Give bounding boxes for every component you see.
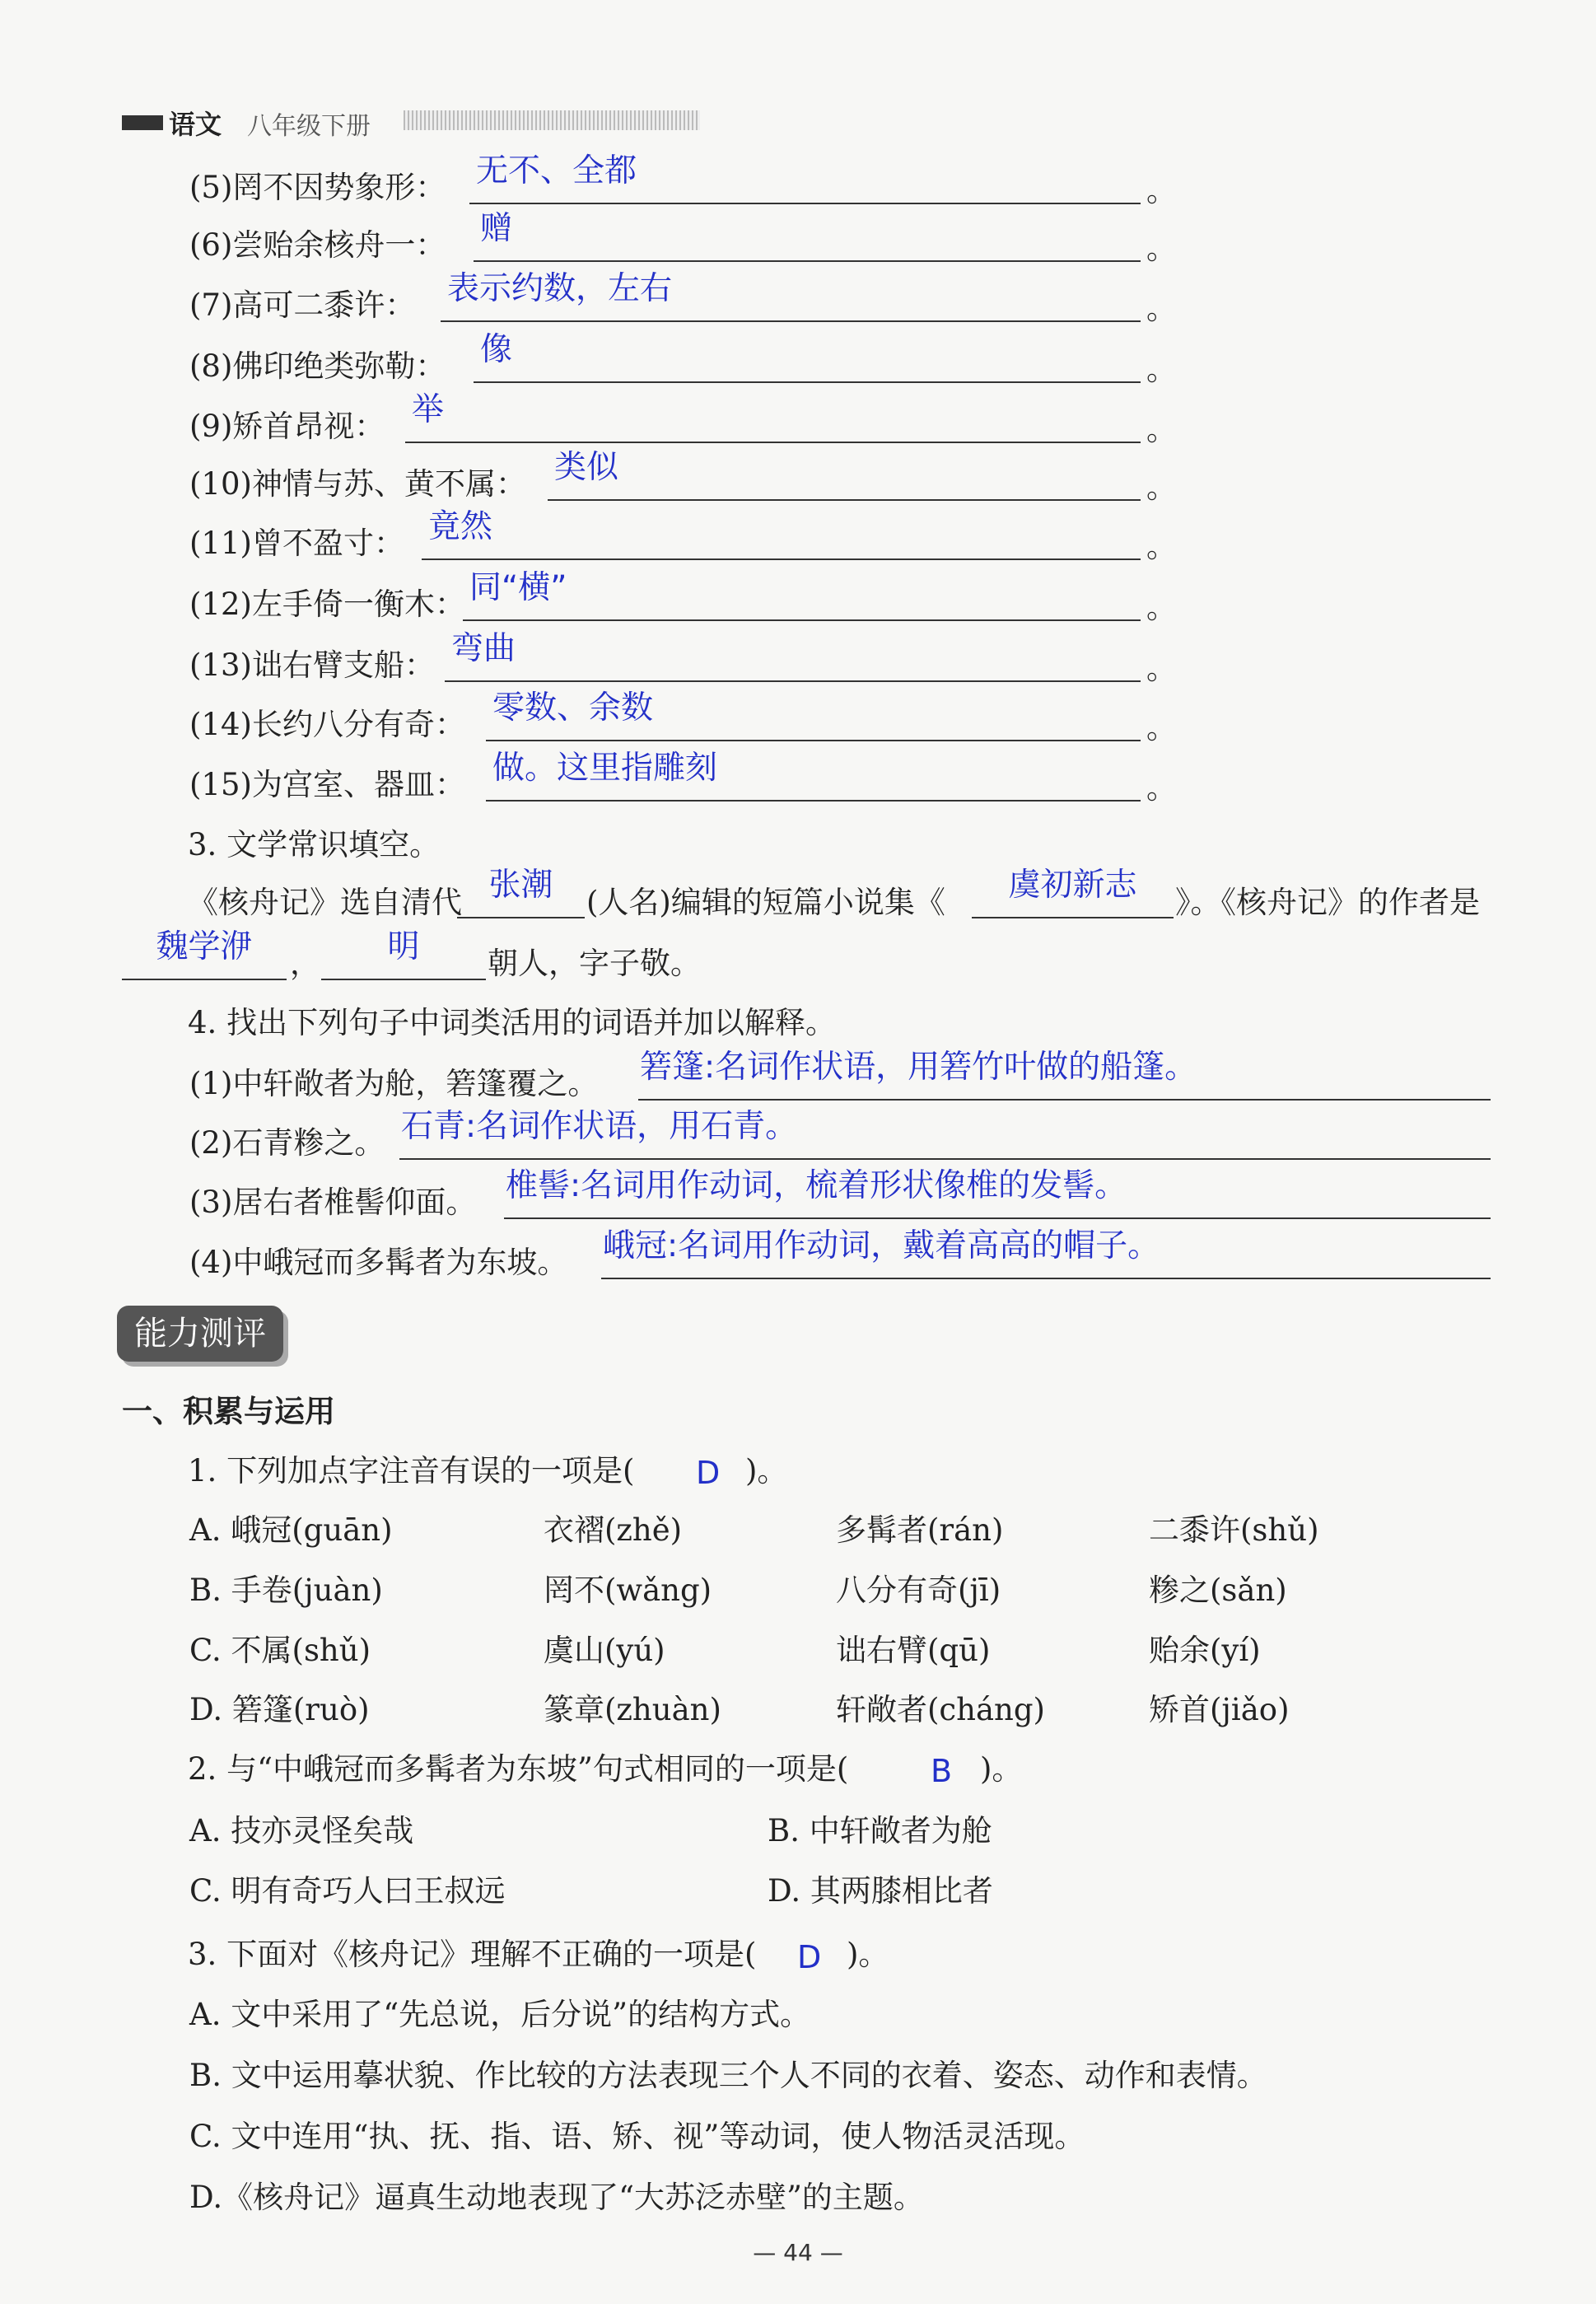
mc1-option-label[interactable]: A. 峨冠(guān) bbox=[189, 1512, 393, 1548]
q3-text-2: (人名)编辑的短篇小说集《 bbox=[586, 885, 945, 920]
mc2-option-c[interactable]: C. 明有奇巧人曰王叔远 bbox=[189, 1873, 506, 1909]
q2-item-end-mark: 。 bbox=[1146, 470, 1177, 505]
q2-item-label: (14)长约八分有奇： bbox=[189, 707, 465, 742]
subject-title: 语文 bbox=[169, 109, 222, 140]
q2-item-end-mark: 。 bbox=[1146, 651, 1177, 686]
q2-item-answer[interactable]: 赠 bbox=[474, 221, 1141, 262]
q3-answer-author[interactable]: 魏学洢 bbox=[122, 939, 287, 980]
mc2-option-b[interactable]: B. 中轩敞者为舱 bbox=[768, 1813, 992, 1848]
q2-item-end-mark: 。 bbox=[1146, 412, 1177, 447]
mc2-answer[interactable]: B bbox=[931, 1753, 953, 1789]
q2-item-label: (11)曾不盈寸： bbox=[189, 526, 404, 561]
mc2-stem: 2. 与“中峨冠而多髯者为东坡”句式相同的一项是( bbox=[188, 1751, 849, 1787]
mc1-option-item: 诎右臂(qū) bbox=[836, 1633, 991, 1668]
section-title: 一、积累与运用 bbox=[122, 1394, 335, 1429]
q4-item-answer[interactable]: 峨冠:名词用作动词，戴着高高的帽子。 bbox=[601, 1238, 1491, 1279]
q2-item-end-mark: 。 bbox=[1146, 173, 1177, 208]
mc1-option-item: 八分有奇(jī) bbox=[836, 1573, 1001, 1608]
q3-answer-editor[interactable]: 张潮 bbox=[457, 877, 585, 918]
mc1-option-item: 多髯者(rán) bbox=[836, 1512, 1004, 1548]
q2-item-label: (8)佛印绝类弥勒： bbox=[189, 348, 446, 384]
header-bar-icon bbox=[122, 115, 163, 130]
mc1-option-label[interactable]: C. 不属(shǔ) bbox=[189, 1633, 371, 1668]
q2-item-answer[interactable]: 零数、余数 bbox=[486, 700, 1141, 741]
q4-item-label: (2)石青糁之。 bbox=[189, 1125, 385, 1161]
page-number: — 44 — bbox=[753, 2239, 843, 2266]
q2-item-answer[interactable]: 同“横” bbox=[463, 580, 1141, 621]
mc3-option-c[interactable]: C. 文中连用“执、抚、指、语、矫、视”等动词，使人物活灵活现。 bbox=[189, 2119, 1085, 2154]
mc3-option-b[interactable]: B. 文中运用摹状貌、作比较的方法表现三个人不同的衣着、姿态、动作和表情。 bbox=[189, 2058, 1267, 2093]
q2-item-label: (13)诎右臂支船： bbox=[189, 647, 435, 683]
q2-item-end-mark: 。 bbox=[1146, 231, 1177, 266]
q2-item-end-mark: 。 bbox=[1146, 529, 1177, 564]
q2-item-answer[interactable]: 做。这里指雕刻 bbox=[486, 760, 1141, 801]
q4-item-answer[interactable]: 箬篷:名词作状语，用箬竹叶做的船篷。 bbox=[638, 1059, 1491, 1101]
q2-item-label: (9)矫首昂视： bbox=[189, 409, 385, 444]
q4-item-label: (3)居右者椎髻仰面。 bbox=[189, 1185, 477, 1220]
mc2-option-d[interactable]: D. 其两膝相比者 bbox=[768, 1873, 993, 1909]
ability-assessment-badge: 能力测评 bbox=[117, 1306, 283, 1362]
q4-item-label: (1)中轩敞者为舱，箬篷覆之。 bbox=[189, 1066, 599, 1101]
q4-item-answer[interactable]: 椎髻:名词用作动词，梳着形状像椎的发髻。 bbox=[504, 1178, 1491, 1219]
mc1-option-label[interactable]: D. 箬篷(ruò) bbox=[189, 1692, 370, 1727]
mc3-answer[interactable]: D bbox=[797, 1939, 822, 1975]
q2-item-end-mark: 。 bbox=[1146, 710, 1177, 745]
mc1-option-item: 虞山(yú) bbox=[544, 1633, 665, 1668]
q3-text-5: 朝人，字子敬。 bbox=[488, 946, 701, 981]
q3-text-4: ， bbox=[290, 946, 320, 981]
q3-title: 3. 文学常识填空。 bbox=[188, 827, 441, 862]
mc2-option-a[interactable]: A. 技亦灵怪矣哉 bbox=[189, 1813, 414, 1848]
q2-item-label: (6)尝贻余核舟一： bbox=[189, 227, 446, 263]
mc1-option-item: 贻余(yí) bbox=[1149, 1633, 1261, 1668]
q2-item-answer[interactable]: 像 bbox=[474, 342, 1141, 383]
q2-item-answer[interactable]: 弯曲 bbox=[445, 641, 1141, 682]
mc1-answer[interactable]: D bbox=[696, 1455, 721, 1491]
q2-item-label: (10)神情与苏、黄不属： bbox=[189, 466, 526, 502]
grade-label: 八年级下册 bbox=[247, 112, 371, 141]
mc3-close: )。 bbox=[847, 1937, 889, 1972]
q2-item-label: (15)为宫室、器皿： bbox=[189, 767, 465, 802]
mc1-option-item: 二黍许(shǔ) bbox=[1149, 1512, 1319, 1548]
q3-answer-collection[interactable]: 虞初新志 bbox=[972, 877, 1174, 918]
q3-text-3: 》。《核舟记》的作者是 bbox=[1175, 885, 1480, 920]
mc1-option-item: 糁之(sǎn) bbox=[1149, 1573, 1287, 1608]
q2-item-end-mark: 。 bbox=[1146, 352, 1177, 387]
q4-item-answer[interactable]: 石青:名词作状语，用石青。 bbox=[399, 1119, 1491, 1160]
q2-item-label: (12)左手倚一衡木： bbox=[189, 587, 465, 622]
mc1-option-item: 轩敞者(cháng) bbox=[836, 1692, 1045, 1727]
mc1-close: )。 bbox=[745, 1453, 788, 1488]
q2-item-end-mark: 。 bbox=[1146, 770, 1177, 806]
mc1-option-item: 矫首(jiǎo) bbox=[1149, 1692, 1290, 1727]
q2-item-answer[interactable]: 无不、全都 bbox=[469, 163, 1141, 204]
mc2-close: )。 bbox=[980, 1751, 1023, 1787]
q2-item-label: (7)高可二黍许： bbox=[189, 287, 416, 323]
q2-item-end-mark: 。 bbox=[1146, 590, 1177, 625]
header-stripe bbox=[404, 110, 700, 130]
mc1-option-item: 罔不(wǎng) bbox=[544, 1573, 712, 1608]
q2-item-answer[interactable]: 类似 bbox=[548, 460, 1141, 501]
mc3-option-d[interactable]: D.《核舟记》逼真生动地表现了“大苏泛赤壁”的主题。 bbox=[189, 2180, 924, 2215]
mc3-option-a[interactable]: A. 文中采用了“先总说，后分说”的结构方式。 bbox=[189, 1997, 811, 2032]
mc1-option-item: 衣褶(zhě) bbox=[544, 1512, 683, 1548]
q2-item-end-mark: 。 bbox=[1146, 291, 1177, 326]
q3-text-1: 《核舟记》选自清代 bbox=[188, 885, 462, 920]
q2-item-label: (5)罔不因势象形： bbox=[189, 170, 446, 205]
mc1-option-label[interactable]: B. 手卷(juàn) bbox=[189, 1573, 383, 1608]
q2-item-answer[interactable]: 举 bbox=[405, 402, 1141, 443]
mc3-stem: 3. 下面对《核舟记》理解不正确的一项是( bbox=[188, 1937, 757, 1972]
q2-item-answer[interactable]: 表示约数，左右 bbox=[441, 281, 1141, 322]
mc1-stem: 1. 下列加点字注音有误的一项是( bbox=[188, 1453, 635, 1488]
q4-title: 4. 找出下列句子中词类活用的词语并加以解释。 bbox=[188, 1005, 837, 1040]
q3-answer-dynasty[interactable]: 明 bbox=[321, 939, 486, 980]
mc1-option-item: 篆章(zhuàn) bbox=[544, 1692, 721, 1727]
q2-item-answer[interactable]: 竟然 bbox=[422, 519, 1141, 560]
q4-item-label: (4)中峨冠而多髯者为东坡。 bbox=[189, 1245, 568, 1280]
